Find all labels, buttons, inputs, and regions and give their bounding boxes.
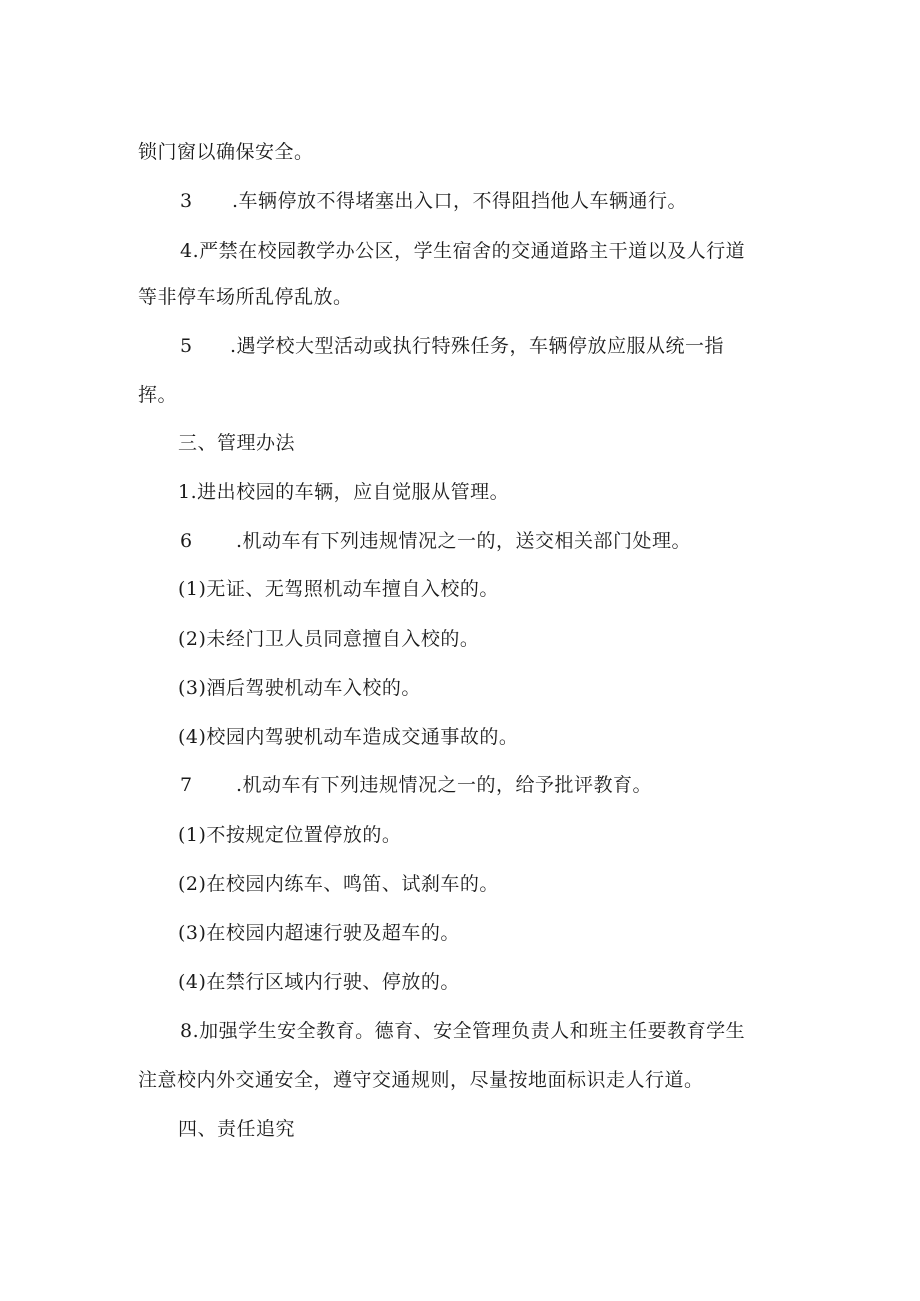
- list-item-3: [180, 192, 687, 211]
- list-item-1: [178, 483, 509, 502]
- sub-item: [178, 826, 401, 845]
- line-text: 8.加强学生安全教育。德育、安全管理负责人和班主任要教育学生: [180, 1020, 746, 1042]
- line-text: 注意校内外交通安全，遵守交通规则，尽量按地面标识走人行道。: [138, 1069, 704, 1091]
- item-number: 3: [180, 190, 193, 212]
- line-text: (3)酒后驾驶机动车入校的。: [178, 677, 421, 699]
- line-text: 4.严禁在校园教学办公区，学生宿舍的交通道路主干道以及人行道: [180, 240, 746, 262]
- line-text: .遇学校大型活动或执行特殊任务，车辆停放应服从统一指: [230, 335, 725, 357]
- line-text: (1)不按规定位置停放的。: [178, 824, 402, 846]
- paragraph-line: [138, 386, 177, 405]
- line-text: (2)在校园内练车、鸣笛、试刹车的。: [178, 873, 499, 895]
- list-item-5: [180, 337, 724, 356]
- item-number: 5: [180, 335, 193, 357]
- paragraph-line: [138, 288, 353, 307]
- sub-item: [178, 728, 518, 747]
- heading-text: 四、责任追究: [178, 1118, 296, 1140]
- line-text: 1.进出校园的车辆，应自觉服从管理。: [178, 481, 510, 503]
- item-number: 6: [180, 530, 193, 552]
- line-text: .机动车有下列违规情况之一的，送交相关部门处理。: [236, 530, 692, 552]
- paragraph-line: [138, 1071, 704, 1090]
- item-number: 7: [180, 774, 193, 796]
- line-text: 挥。: [138, 384, 178, 406]
- heading-text: 三、管理办法: [178, 432, 296, 454]
- line-text: (2)未经门卫人员同意擅自入校的。: [178, 628, 480, 650]
- list-item-6: [180, 532, 691, 551]
- line-text: .机动车有下列违规情况之一的，给予批评教育。: [236, 774, 653, 796]
- line-text: 等非停车场所乱停乱放。: [138, 286, 353, 308]
- sub-item: [178, 580, 499, 599]
- paragraph-line: [138, 143, 314, 162]
- section-heading: [178, 1120, 295, 1139]
- list-item-7: [180, 776, 652, 795]
- line-text: (1)无证、无驾照机动车擅自入校的。: [178, 578, 499, 600]
- line-text: .车辆停放不得堵塞出入口，不得阻挡他人车辆通行。: [232, 190, 688, 212]
- line-text: (4)在禁行区域内行驶、停放的。: [178, 971, 460, 993]
- sub-item: [178, 630, 479, 649]
- line-text: 锁门窗以确保安全。: [138, 141, 314, 163]
- section-heading: [178, 434, 295, 453]
- list-item-8: [180, 1022, 745, 1041]
- line-text: (3)在校园内超速行驶及超车的。: [178, 922, 460, 944]
- list-item-4: [180, 242, 745, 261]
- sub-item: [178, 875, 499, 894]
- sub-item: [178, 924, 460, 943]
- line-text: (4)校园内驾驶机动车造成交通事故的。: [178, 726, 519, 748]
- sub-item: [178, 973, 460, 992]
- sub-item: [178, 679, 421, 698]
